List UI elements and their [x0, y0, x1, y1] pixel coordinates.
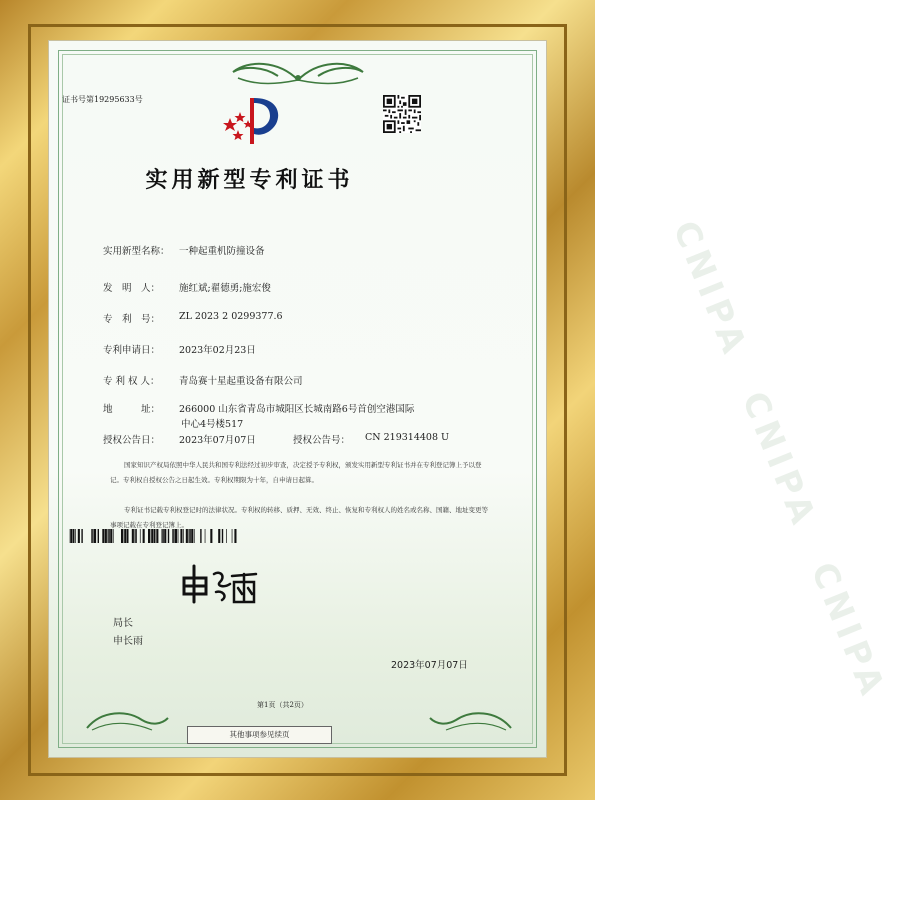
- barcode-bar: [108, 529, 109, 543]
- barcode-bar: [211, 529, 212, 543]
- field-value-filing-date: 2023年02月23日: [179, 345, 256, 356]
- barcode-bar: [173, 529, 174, 543]
- barcode-bar: [71, 529, 72, 543]
- certificate-title: 实用新型专利证书: [145, 167, 354, 193]
- barcode-bar: [110, 529, 112, 543]
- barcode-bar: [157, 529, 158, 543]
- director-signature: [150, 562, 260, 606]
- barcode-bar: [91, 529, 92, 543]
- barcode-bar: [156, 529, 157, 543]
- barcode-bar: [70, 529, 71, 543]
- grant-paragraph: 国家知识产权局依照中华人民共和国专利法经过初步审查，决定授予专利权，颁发实用新型专利证书并在专利登记簿上予以登记。专利权自授权公告之日起生效。专利权期限为十年，自申请日起算。: [110, 461, 482, 484]
- barcode-bar: [124, 529, 125, 543]
- barcode-bar: [234, 529, 236, 543]
- field-value-grant-date: 2023年07月07日: [179, 435, 256, 446]
- barcode-bar: [153, 529, 155, 543]
- barcode-bar: [162, 529, 163, 543]
- barcode-bar: [168, 529, 169, 543]
- barcode-bar: [125, 529, 126, 543]
- field-label-patentee: 专 利 权 人：: [103, 376, 160, 387]
- director-name: 申长雨: [113, 636, 143, 647]
- field-value-patentee: 青岛赛十星起重设备有限公司: [179, 376, 303, 387]
- barcode-bar: [108, 529, 109, 543]
- footer-note: 其他事项参见续页: [187, 726, 332, 744]
- barcode-bar: [222, 529, 223, 543]
- barcode-bar: [152, 529, 153, 543]
- field-label-address: 地 址：: [103, 404, 161, 415]
- barcode-bar: [92, 529, 93, 543]
- barcode-bar: [183, 529, 184, 543]
- barcode-bar: [232, 529, 233, 543]
- barcode-bar: [78, 529, 80, 543]
- barcode-bar: [135, 529, 136, 543]
- barcode-bar: [172, 529, 173, 543]
- barcode-bar: [189, 529, 190, 543]
- barcode-bar: [205, 529, 206, 543]
- barcode-bar: [98, 529, 99, 543]
- barcode-bar: [189, 529, 190, 543]
- barcode: [67, 529, 239, 543]
- certificate-number: 证书号第19295633号: [62, 95, 143, 104]
- barcode-bar: [180, 529, 182, 543]
- sign-date: 2023年07月07日: [391, 660, 468, 671]
- field-label-filing-date: 专利申请日：: [103, 345, 161, 356]
- barcode-bar: [121, 529, 123, 543]
- barcode-bar: [164, 529, 166, 543]
- cnipa-logo: [218, 90, 284, 148]
- qr-code: [383, 95, 421, 133]
- field-value-inventor: 施红斌;翟德勇;施宏俊: [179, 283, 271, 294]
- barcode-bar: [126, 529, 128, 543]
- barcode-bar: [72, 529, 74, 543]
- barcode-bar: [143, 529, 145, 543]
- barcode-bar: [135, 529, 136, 543]
- bottom-left-ornament: [82, 708, 172, 734]
- field-label-name: 实用新型名称：: [103, 246, 170, 257]
- bottom-right-ornament: [426, 708, 516, 734]
- barcode-bar: [210, 529, 211, 543]
- barcode-bar: [191, 529, 193, 543]
- barcode-bar: [132, 529, 134, 543]
- barcode-bar: [178, 529, 179, 543]
- field-label-grant-no: 授权公告号：: [293, 435, 351, 446]
- field-label-inventor: 发 明 人：: [103, 283, 161, 294]
- barcode-bar: [226, 529, 227, 543]
- barcode-bar: [102, 529, 103, 543]
- field-value-name: 一种起重机防撞设备: [179, 246, 265, 257]
- top-ornament: [218, 58, 378, 88]
- page-info: 第1页（共2页）: [257, 701, 308, 709]
- barcode-bar: [218, 529, 220, 543]
- barcode-bar: [194, 529, 195, 543]
- field-value-grant-no: CN 219314408 U: [365, 432, 450, 443]
- barcode-bar: [162, 529, 163, 543]
- field-label-grant-date: 授权公告日：: [103, 435, 161, 446]
- watermark: CNIPA CNIPA CNIPA: [664, 215, 894, 706]
- barcode-bar: [151, 529, 152, 543]
- barcode-bar: [113, 529, 114, 543]
- field-label-patent-no: 专 利 号：: [103, 314, 161, 325]
- field-value-patent-no: ZL 2023 2 0299377.6: [179, 311, 283, 322]
- certificate-paper: [48, 40, 894, 758]
- status-paragraph: 专利证书记载专利权登记时的法律状况。专利权的转移、质押、无效、终止、恢复和专利权人的姓名或名称、国籍、地址变更等事项记载在专利登记簿上。: [110, 506, 488, 529]
- barcode-bar: [105, 529, 107, 543]
- barcode-bar: [186, 529, 188, 543]
- barcode-bar: [94, 529, 96, 543]
- barcode-bar: [140, 529, 141, 543]
- field-value-address: 266000 山东省青岛市城阳区长城南路6号首创空港国际: [179, 404, 415, 415]
- barcode-bar: [148, 529, 150, 543]
- field-value-address-line2: 中心4号楼517: [181, 419, 244, 430]
- barcode-bar: [81, 529, 82, 543]
- director-title: 局长: [113, 618, 133, 629]
- barcode-bar: [200, 529, 201, 543]
- barcode-bar: [175, 529, 177, 543]
- barcode-bar: [75, 529, 76, 543]
- barcode-bar: [103, 529, 104, 543]
